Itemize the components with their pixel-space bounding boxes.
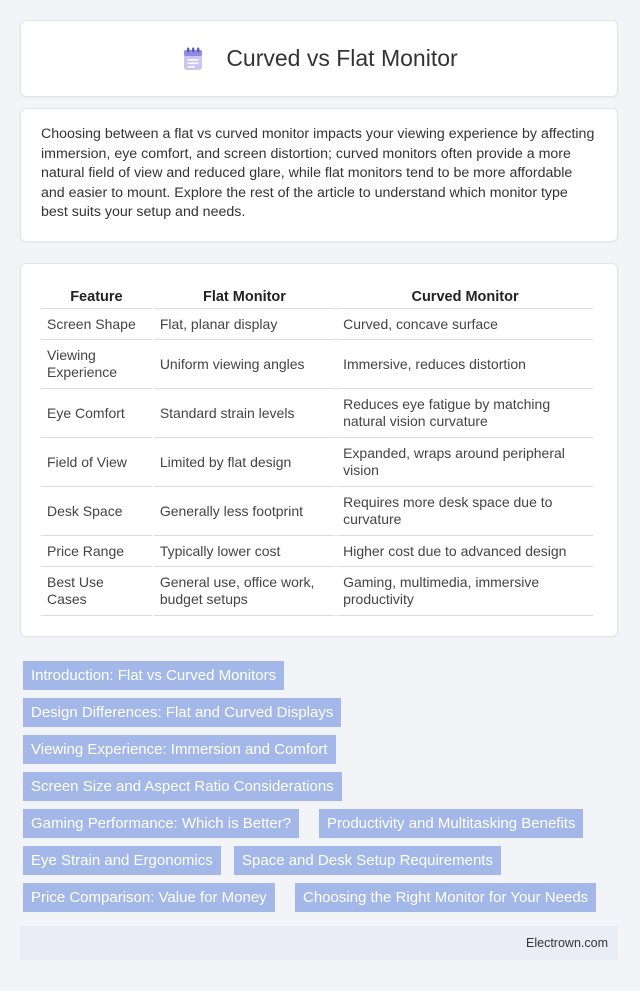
table-row xyxy=(41,567,593,616)
table-row xyxy=(41,389,593,438)
topic-tag[interactable]: Choosing the Right Monitor for Your Needs xyxy=(295,883,596,912)
table-cell: Desk Space xyxy=(41,487,152,536)
table-cell: Generally less footprint xyxy=(154,487,335,536)
footer-brand[interactable]: Electrown.com xyxy=(526,936,608,950)
footer xyxy=(20,926,618,960)
table-cell: Viewing Experience xyxy=(41,340,152,389)
table-cell: Immersive, reduces distortion xyxy=(337,340,593,389)
comparison-table xyxy=(39,284,595,616)
table-cell: Eye Comfort xyxy=(41,389,152,438)
topic-tag[interactable]: Design Differences: Flat and Curved Displays xyxy=(23,698,341,727)
table-header-row xyxy=(41,284,593,309)
topic-tag[interactable]: Eye Strain and Ergonomics xyxy=(23,846,221,875)
table-cell: General use, office work, budget setups xyxy=(154,567,335,616)
table-cell: Flat, planar display xyxy=(154,309,335,340)
notepad-icon xyxy=(180,46,206,72)
table-cell: Requires more desk space due to curvature xyxy=(337,487,593,536)
table-cell: Limited by flat design xyxy=(154,438,335,487)
topic-tag[interactable]: Gaming Performance: Which is Better? xyxy=(23,809,299,838)
table-cell: Best Use Cases xyxy=(41,567,152,616)
table-cell: Reduces eye fatigue by matching natural vision curvature xyxy=(337,389,593,438)
table-cell: Field of View xyxy=(41,438,152,487)
intro-text: Choosing between a flat vs curved monitor impacts your viewing experience by affecting immersion, eye comfort, and screen distortion; curved monitors often provide a more natural field of view and reduced glare, while flat monitors tend to be more affordable and easier to mount. Explore the rest of the article to understand which monitor type best suits your setup and needs. xyxy=(41,126,595,221)
table-row xyxy=(41,309,593,340)
topic-tag[interactable]: Introduction: Flat vs Curved Monitors xyxy=(23,661,284,690)
table-cell: Higher cost due to advanced design xyxy=(337,536,593,567)
topic-tag[interactable]: Productivity and Multitasking Benefits xyxy=(319,809,583,838)
topic-tag[interactable]: Space and Desk Setup Requirements xyxy=(234,846,501,875)
intro-card xyxy=(20,108,618,242)
table-row xyxy=(41,487,593,536)
header-curved: Curved Monitor xyxy=(337,284,593,309)
table-cell: Price Range xyxy=(41,536,152,567)
table-cell: Typically lower cost xyxy=(154,536,335,567)
header-feature: Feature xyxy=(41,284,152,309)
topic-tag[interactable]: Price Comparison: Value for Money xyxy=(23,883,275,912)
topic-tag[interactable]: Screen Size and Aspect Ratio Considerations xyxy=(23,772,342,801)
table-cell: Curved, concave surface xyxy=(337,309,593,340)
page-title: Curved vs Flat Monitor xyxy=(226,45,458,71)
table-row xyxy=(41,438,593,487)
table-cell: Gaming, multimedia, immersive productivity xyxy=(337,567,593,616)
table-cell: Standard strain levels xyxy=(154,389,335,438)
title-card xyxy=(20,20,618,97)
header-flat: Flat Monitor xyxy=(154,284,335,309)
table-cell: Uniform viewing angles xyxy=(154,340,335,389)
table-cell: Expanded, wraps around peripheral vision xyxy=(337,438,593,487)
table-cell: Screen Shape xyxy=(41,309,152,340)
comparison-card xyxy=(20,263,618,637)
table-row xyxy=(41,536,593,567)
table-row xyxy=(41,340,593,389)
topic-tag[interactable]: Viewing Experience: Immersion and Comfort xyxy=(23,735,336,764)
